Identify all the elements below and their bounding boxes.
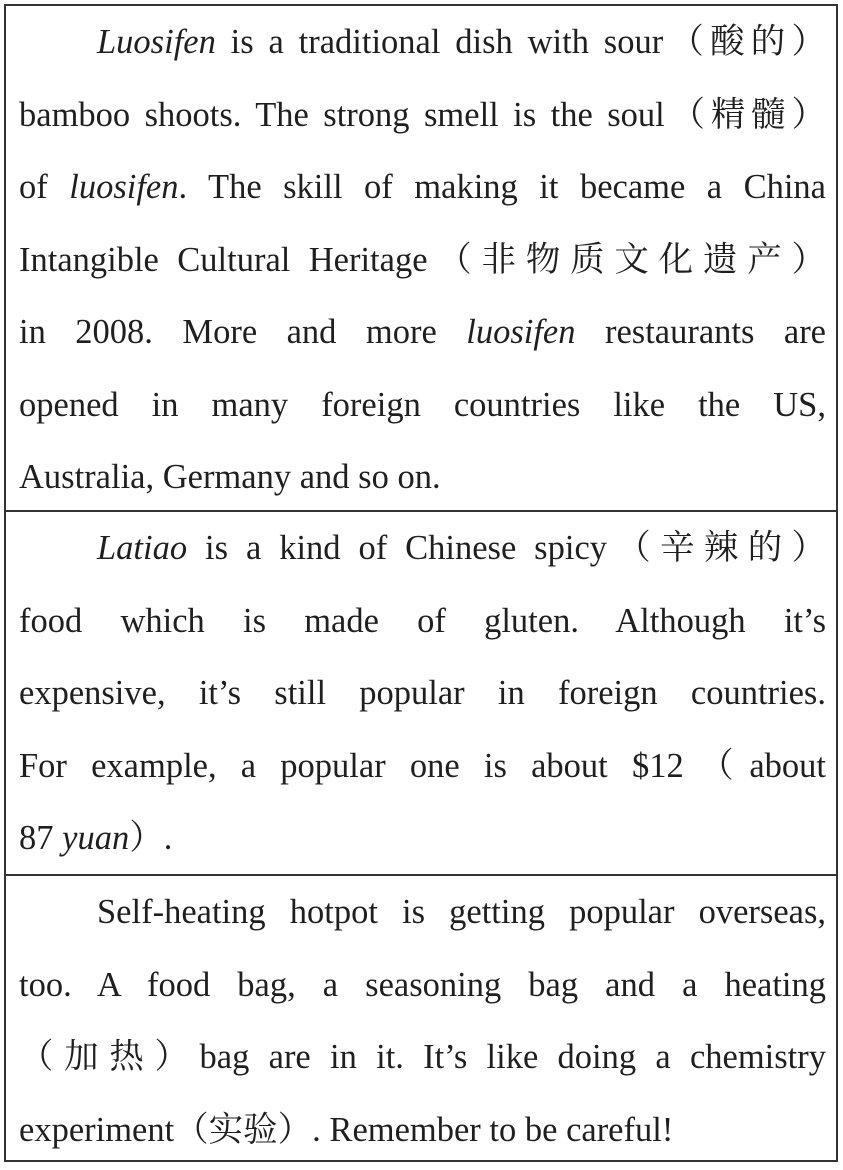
- passage-self-heating-hotpot: [6, 876, 836, 1160]
- text-line: Latiao is a kind of Chinese spicy（辛辣的）: [97, 529, 826, 567]
- text-line: of luosifen. The skill of making it became a China: [19, 168, 826, 206]
- text-line: For example, a popular one is about $12（about: [19, 746, 826, 785]
- text-line: Self-heating hotpot is getting popular overseas,: [97, 893, 826, 931]
- italic-term: luosifen: [466, 313, 576, 351]
- passage-latiao: [6, 512, 836, 876]
- text-line: Australia, Germany and so on.: [19, 458, 441, 496]
- text-line: Luosifen is a traditional dish with sour（酸的）: [97, 23, 826, 61]
- italic-term: yuan: [62, 819, 130, 857]
- italic-term: Latiao: [97, 529, 188, 567]
- passage-luosifen: [6, 6, 836, 512]
- italic-term: luosifen: [69, 168, 179, 206]
- text-line: （加热）bag are in it. It’s like doing a chemistry: [19, 1038, 826, 1076]
- text-line: experiment（实验）. Remember to be careful!: [19, 1110, 674, 1149]
- passage-table: [4, 4, 838, 1162]
- text-line: opened in many foreign countries like the US,: [19, 385, 826, 424]
- text-line: in 2008. More and more luosifen restaurants are: [19, 313, 826, 351]
- italic-term: Luosifen: [97, 23, 216, 61]
- text-line: expensive, it’s still popular in foreign countries.: [19, 674, 826, 712]
- text-line: Intangible Cultural Heritage（非物质文化遗产）: [19, 240, 826, 279]
- text-line: too. A food bag, a seasoning bag and a heating: [19, 965, 826, 1004]
- text-line: 87 yuan）.: [19, 819, 173, 857]
- text-line: bamboo shoots. The strong smell is the soul（精髓）: [19, 95, 826, 134]
- text-line: food which is made of gluten. Although it’s: [19, 601, 826, 640]
